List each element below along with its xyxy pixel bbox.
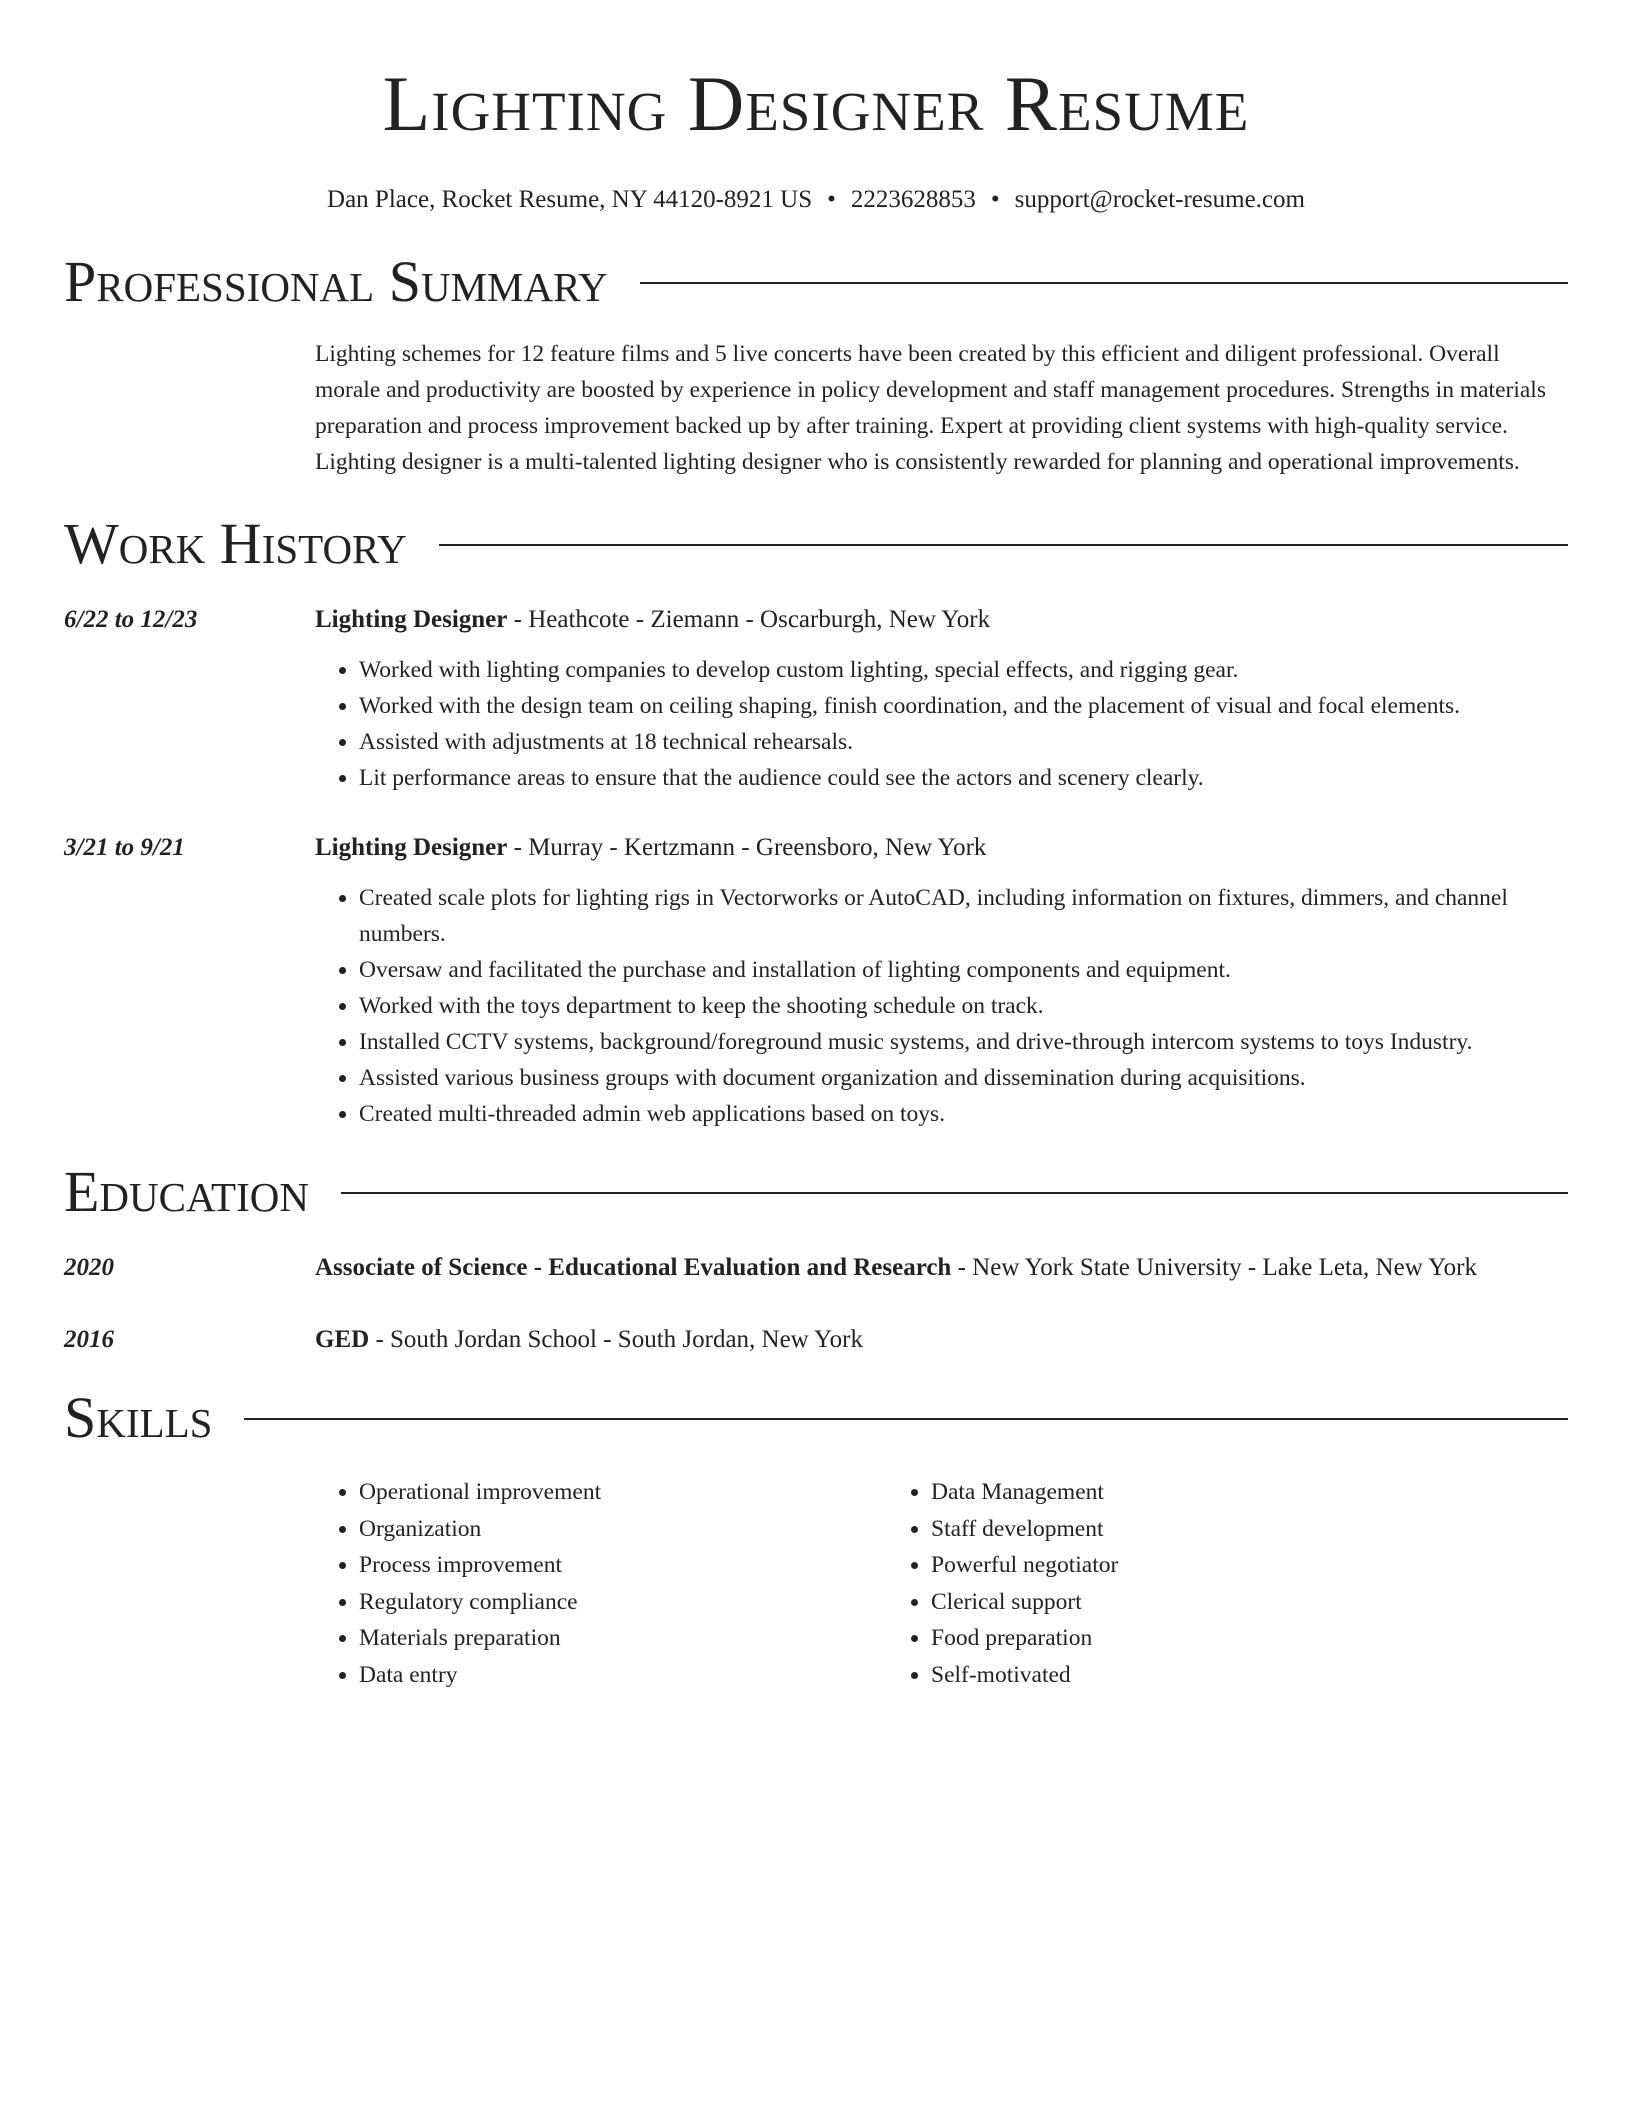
list-item: • Operational improvement <box>359 1474 887 1511</box>
list-item: • Worked with lighting companies to develop custom lighting, special effects, and rigging gear. <box>359 652 1568 688</box>
contact-email: support@rocket-resume.com <box>1014 186 1305 213</box>
education-heading: Education <box>64 1159 309 1224</box>
education-year: 2020 <box>64 1254 114 1281</box>
job-content <box>315 602 1568 796</box>
job-role: Lighting Designer <box>315 606 508 633</box>
skills-section-header <box>64 1382 1568 1454</box>
list-item: • Self-motivated <box>931 1657 1568 1694</box>
job-heading <box>315 602 1568 638</box>
section-divider <box>341 1192 1568 1194</box>
list-item: • Data entry <box>359 1657 887 1694</box>
contact-address: Dan Place, Rocket Resume, NY 44120-8921 US <box>327 186 813 213</box>
list-item: • Regulatory compliance <box>359 1584 887 1621</box>
education-heading-line <box>315 1250 1568 1286</box>
section-divider <box>640 282 1568 284</box>
list-item: • Data Management <box>931 1474 1568 1511</box>
summary-text: Lighting schemes for 12 feature films and 5 live concerts have been created by this efficient and diligent professional. Overall morale and productivity are boosted by experience in policy development and staff management procedures. Strengths in materials preparation and process improvement backed up by after training. Expert at providing client systems with high-quality service. Lighting designer is a multi-talented lighting designer who is consistently rewarded for planning and operational improvements. <box>315 341 1546 475</box>
job-entry <box>64 830 1568 1132</box>
list-item: • Materials preparation <box>359 1620 887 1657</box>
education-entry <box>64 1322 1568 1358</box>
list-item: • Powerful negotiator <box>931 1547 1568 1584</box>
education-heading-line <box>315 1322 1568 1358</box>
list-item: • Assisted various business groups with document organization and dissemination during acquisitions. <box>359 1060 1568 1096</box>
job-details: - Heathcote - Ziemann - Oscarburgh, New York <box>507 606 991 633</box>
education-degree: Associate of Science - Educational Evaluation and Research <box>315 1254 952 1281</box>
contact-line <box>64 184 1568 216</box>
job-entry <box>64 602 1568 796</box>
education-degree: GED <box>315 1326 370 1353</box>
contact-separator: • <box>990 186 1000 213</box>
list-item: • Organization <box>359 1511 887 1548</box>
skills-heading: Skills <box>64 1385 213 1450</box>
work-section-header <box>64 508 1568 580</box>
job-details: - Murray - Kertzmann - Greensboro, New York <box>507 834 987 861</box>
summary-heading: Professional Summary <box>64 249 608 314</box>
job-bullets <box>315 880 1568 1132</box>
list-item: • Installed CCTV systems, background/foreground music systems, and drive-through intercom systems to toys Industry. <box>359 1024 1568 1060</box>
job-bullets <box>315 652 1568 796</box>
job-dates: 6/22 to 12/23 <box>64 606 198 633</box>
education-details: - New York State University - Lake Leta, New York <box>951 1254 1477 1281</box>
list-item: • Lit performance areas to ensure that the audience could see the actors and scenery clearly. <box>359 760 1568 796</box>
job-content <box>315 830 1568 1132</box>
job-dates: 3/21 to 9/21 <box>64 834 185 861</box>
contact-separator: • <box>827 186 836 213</box>
summary-section-header <box>64 246 1568 318</box>
section-divider <box>244 1418 1568 1420</box>
education-details: - South Jordan School - South Jordan, New York <box>369 1326 863 1353</box>
education-section-header <box>64 1156 1568 1228</box>
list-item: • Worked with the toys department to keep the shooting schedule on track. <box>359 988 1568 1024</box>
job-role: Lighting Designer <box>315 834 508 861</box>
list-item: • Oversaw and facilitated the purchase and installation of lighting components and equipment. <box>359 952 1568 988</box>
skills-list <box>315 1474 1568 1693</box>
list-item: • Process improvement <box>359 1547 887 1584</box>
education-year: 2016 <box>64 1326 114 1353</box>
contact-phone: 2223628853 <box>850 186 976 213</box>
list-item: • Clerical support <box>931 1584 1568 1621</box>
work-heading: Work History <box>64 511 407 576</box>
list-item: • Food preparation <box>931 1620 1568 1657</box>
list-item: • Assisted with adjustments at 18 technical rehearsals. <box>359 724 1568 760</box>
list-item: • Created scale plots for lighting rigs in Vectorworks or AutoCAD, including information on fixtures, dimmers, and channel numbers. <box>359 880 1568 952</box>
skills-column-right <box>887 1474 1568 1693</box>
list-item: • Worked with the design team on ceiling shaping, finish coordination, and the placement of visual and focal elements. <box>359 688 1568 724</box>
skills-column-left <box>315 1474 887 1693</box>
education-entry <box>64 1250 1568 1286</box>
resume-title: Lighting Designer Resume <box>382 60 1250 147</box>
section-divider <box>439 544 1568 546</box>
job-heading <box>315 830 1568 866</box>
list-item: • Staff development <box>931 1511 1568 1548</box>
list-item: • Created multi-threaded admin web applications based on toys. <box>359 1096 1568 1132</box>
